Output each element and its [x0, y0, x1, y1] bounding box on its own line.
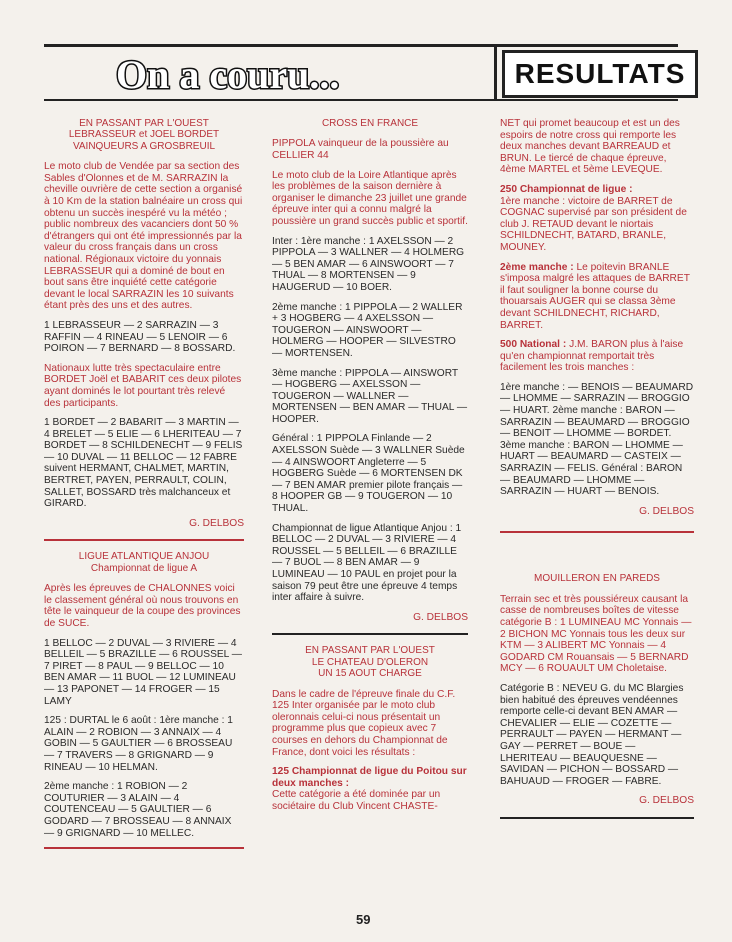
header-separator — [494, 44, 497, 101]
article-title-cross-france: CROSS EN FRANCE — [321, 118, 419, 129]
results-durtal-1: 125 : DURTAL le 6 août : 1ère manche : 1 ALAIN — 2 ROBION — 3 ANNAIX — 4 GOBIN — 5 GAULTIER — 6 BROSSEAU — 7 TRAVERS — 8 GRIGNARD — 9 RINEAU — 10 HELMAN. — [44, 715, 233, 773]
author-signature: G. DELBOS — [189, 517, 244, 529]
article-title-mouilleron: MOUILLERON EN PAREDS — [534, 573, 660, 585]
results-inter-3: 3ème manche : PIPPOLA — AINSWORT — HOGBERG — AXELSSON — TOUGERON — WALLNER — MORTENSEN — BEN AMAR — THUAL — HOOPER. — [272, 367, 468, 425]
paragraph-continued: NET qui promet beaucoup et est un des espoirs de notre cross qui remporte les deux manches devant BARREAUD et BRUN. Le tiercé de chaque épreuve, 4ème MARTEL et 5ème LEVEQUE. — [500, 118, 680, 176]
results-inter-1: Inter : 1ère manche : 1 AXELSSON — 2 PIPPOLA — 3 WALLNER — 4 HOLMERG — 5 BEN AMAR — 6 AINSWOORT — 7 THUAL — 8 MORTENSEN — 9 HAUGERUD — 10 BOER. — [272, 235, 465, 293]
logo-text: On a couru... — [116, 52, 340, 96]
paragraph-nationaux: Nationaux lutte très spectaculaire entre BORDET Joël et BABARIT ces deux pilotes ayant dominés le lot pourtant très relevé des participants. — [44, 362, 242, 409]
paragraph-500: 500 National : J.M. BARON plus à l'aise qu'en championnat remportait très facilement les trois manches : — [500, 339, 684, 374]
divider — [44, 847, 244, 849]
paragraph: Cette catégorie a été dominée par un sociétaire du Club Vincent CHASTE- — [272, 789, 441, 812]
author-signature: G. DELBOS — [639, 505, 694, 517]
results-regionaux: 1 LEBRASSEUR — 2 SARRAZIN — 3 RAFFIN — 4 RINEAU — 5 LENOIR — 6 POIRON — 7 BERNARD — 8 BOSSARD. — [44, 319, 236, 355]
article-title-grosbreuil: EN PASSANT PAR L'OUEST LEBRASSEUR et JOEL BORDET VAINQUEURS A GROSBREUIL — [68, 118, 220, 152]
results-general: Général : 1 PIPPOLA Finlande — 2 AXELSSON Suède — 3 WALLNER Suède — 4 AINSWOORT Angleterre — 5 HOGBERG Suède — 6 MORTENSEN DK — 7 BEN AMAR premier pilote français — 8 HOOPER GB — 9 TOUGERON — 10 THUAL. — [272, 433, 465, 515]
subheading-125: 125 Championnat de ligue du Poitou sur deux manches : — [272, 766, 467, 789]
divider — [44, 539, 244, 541]
paragraph: Après les épreuves de CHALONNES voici le classement général où nous trouvons en tête le vainqueur de la coupe des provinces de SUCE. — [44, 583, 241, 630]
divider — [500, 531, 694, 533]
article-subtitle: PIPPOLA vainqueur de la poussière au CELLIER 44 — [272, 138, 449, 161]
column-2 — [272, 118, 468, 813]
results-inter-2: 2ème manche : 1 PIPPOLA — 2 WALLER + 3 HOGBERG — 4 AXELSSON — TOUGERON — AINSWOORT — HOLMERG — HOOPER — SILVESTRO — MORTENSEN. — [272, 301, 463, 359]
column-3 — [500, 118, 694, 829]
page-number: 59 — [356, 912, 371, 927]
header-top-rule — [44, 44, 678, 47]
article-title-ligue-anjou: LIGUE ATLANTIQUE ANJOU Championnat de ligue A — [78, 551, 210, 574]
article-title-oleron: EN PASSANT PAR L'OUEST LE CHATEAU D'OLERON UN 15 AOUT CHARGE — [305, 645, 435, 680]
divider — [500, 817, 694, 819]
paragraph: Le moto club de Vendée par sa section des Sables d'Olonnes et de M. SARRAZIN la cheville ouvrière de cette section a organisé à 10 Km de la station balnéaire un cross qui obtenu un succès inespéré vu la météo ; public nombreux des vacanciers dont 50 % d'étrangers qui ont été impressionnés par la valeur du cross français dans un cross national. Régionaux victoire du yonnais LEBRASSEUR qui a dominé de bout en bout sans être inquiété cette catégorie devant le local SARRAZIN les 10 suivants étant près des uns et des autres. — [44, 161, 243, 312]
divider — [272, 633, 468, 635]
paragraph: Terrain sec et très poussiéreux causant la casse de nombreuses boîtes de vitesse catégorie B : 1 LUMINEAU MC Yonnais — 2 BICHON MC Yonnais tous les deux sur KTM — 3 ALIBERT MC Yonnais — 4 GODARD CM Rouansais — 5 BERNARD MCY — 6 ROUAULT UM Choletaise. — [500, 593, 692, 675]
on-a-couru-logo — [112, 52, 388, 96]
author-signature: G. DELBOS — [413, 611, 468, 623]
results-ligue-atlantique: Championnat de ligue Atlantique Anjou : 1 BELLOC — 2 DUVAL — 3 RIVIERE — 4 ROUSSEL — 5 BELLEIL — 6 BRAZILLE — 7 BUOL — 8 BEN AMAR — 9 LUMINEAU — 10 PAUL en projet pour la saison 79 peut être une épreuve 4 temps inter affaire à suivre. — [272, 522, 462, 604]
results-categorie-b: Catégorie B : NEVEU G. du MC Blargies bien habitué des épreuves vendéennes remporte celle-ci devant BEN AMAR — CHEVALIER — ELIE — COZETTE — PERRAULT — PAYEN — HERMANT — GAY — PERRET — BOUE — LHERITEAU — BEAUQUESNE — SAVIDAN — PICHON — BOSSARD — BAHUAUD — FROGER — FABRE. — [500, 682, 684, 787]
paragraph: Dans le cadre de l'épreuve finale du C.F. 125 Inter organisée par le moto club oleronnais celui-ci nous présentait un programme plus que copieux avec 7 courses en dehors du Championnat de France, dont voici les résultats : — [272, 688, 456, 758]
paragraph-250-manche-2: 2ème manche : Le poitevin BRANLE s'imposa malgré les attaques de BARRET il faut souligner la bonne course du thouarsais AUGER qui se classa 3ème devant SCHILDNECHT, RICHARD, BARRET. — [500, 261, 690, 331]
header-bottom-rule — [44, 99, 678, 101]
results-durtal-2: 2ème manche : 1 ROBION — 2 COUTURIER — 3 ALAIN — 4 COUTENCEAU — 5 GAULTIER — 6 GODARD — 7 BROSSEAU — 8 ANNAIX — 9 GRIGNARD — 10 MELLEC. — [44, 781, 232, 839]
results-nationaux: 1 BORDET — 2 BABARIT — 3 MARTIN — 4 BRELET — 5 ELIE — 6 LHERITEAU — 7 BORDET — 8 SCHILDENECHT — 9 FELIS — 10 DUVAL — 11 BELLOC — 12 FABRE suivent HERMANT, CHALMET, MARTIN, BERTRET, PAYEN, PERRAULT, COLIN, SALLET, BOSSARD très malchanceux et GIRARD. — [44, 417, 243, 510]
paragraph-250: 250 Championnat de ligue : 1ère manche : victoire de BARRET de COGNAC supervisé par son président de club J. RETAUD devant le niortais SCHILDNECHT, BATARD, BRANLE, MOUNEY. — [500, 183, 687, 253]
paragraph: Le moto club de la Loire Atlantique après les problèmes de la saison dernière à organiser le dimanche 23 juillet une grande épreuve inter qui a connu malgré la poussière un grand succès public et sportif. — [272, 169, 468, 227]
column-1 — [44, 118, 244, 859]
section-title: RESULTATS — [514, 58, 686, 89]
results-500: 1ère manche : — BENOIS — BEAUMARD — LHOMME — SARRAZIN — BROGGIO — HUART. 2ème manche : BARON — SARRAZIN — BEAUMARD — BROGGIO — BENOIT — LHOMME — BORDET. 3ème manche : BARON — LHOMME — HUART — BEAUMARD — CASTEIX — SARRAZIN — FELIS. Général : BARON — BEAUMARD — LHOMME — SARRAZIN — HUART — BENOIS. — [500, 381, 694, 498]
author-signature: G. DELBOS — [639, 795, 694, 807]
results-ligue: 1 BELLOC — 2 DUVAL — 3 RIVIERE — 4 BELLEIL — 5 BRAZILLE — 6 ROUSSEL — 7 PIRET — 8 PAUL — 9 BELLOC — 10 BEN AMAR — 11 BUOL — 12 LUMINEAU — 13 PAPONET — 14 FROGER — 15 LAMY — [44, 637, 242, 707]
section-title-box — [502, 50, 698, 98]
